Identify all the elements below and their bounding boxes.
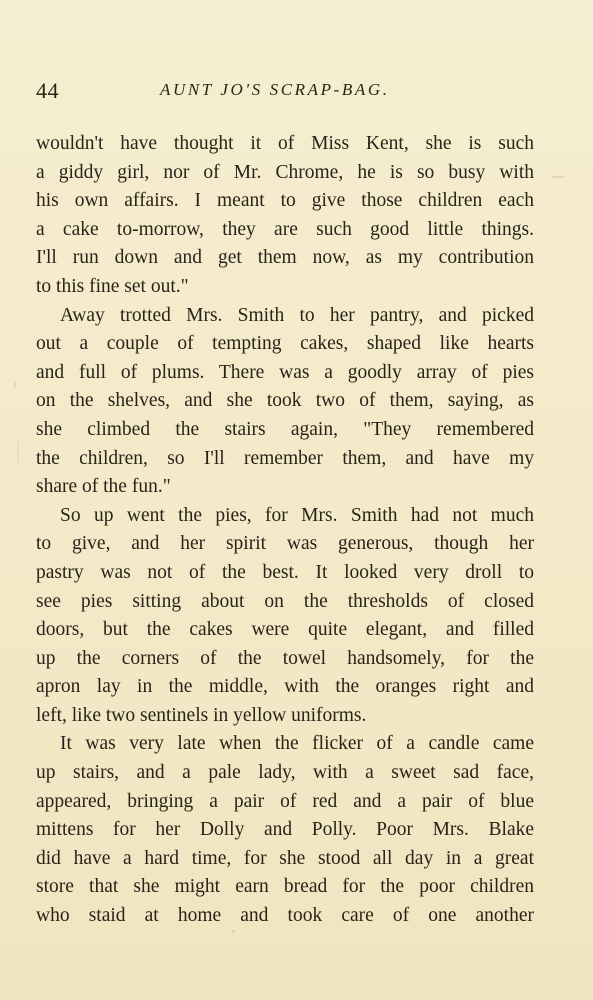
text-line: mittens for her Dolly and Polly. Poor Mrs. Blake (36, 819, 534, 841)
page-number: 44 (36, 78, 59, 103)
text-line: a cake to-morrow, they are such good little things. (36, 218, 534, 240)
text-line: who staid at home and took care of one another (36, 905, 534, 927)
text-line: It was very late when the flicker of a candle came (60, 733, 534, 755)
text-line: up stairs, and a pale lady, with a sweet sad face, (36, 762, 534, 784)
text-line: appeared, bringing a pair of red and a pair of blue (36, 790, 534, 812)
text-line: the children, so I'll remember them, and have my (36, 447, 534, 469)
text-line: to give, and her spirit was generous, though her (36, 533, 534, 555)
paragraph (36, 302, 534, 502)
text-line: left, like two sentinels in yellow uniforms. (36, 704, 367, 726)
text-line: on the shelves, and she took two of them, saying, as (36, 390, 534, 412)
text-line: did have a hard time, for she stood all day in a great (36, 847, 534, 869)
text-line: store that she might earn bread for the poor children (36, 876, 534, 898)
paper-speck (232, 930, 235, 933)
text-line: So up went the pies, for Mrs. Smith had not much (60, 504, 534, 526)
paragraph (36, 502, 534, 731)
text-line: up the corners of the towel handsomely, for the (36, 647, 534, 669)
paper-speck (551, 176, 565, 178)
text-line: a giddy girl, nor of Mr. Chrome, he is so busy with (36, 161, 534, 183)
running-head: AUNT JO'S SCRAP-BAG. (160, 80, 390, 99)
text-line: pastry was not of the best. It looked very droll to (36, 561, 534, 583)
text-line: to this fine set out." (36, 275, 189, 297)
paragraph (36, 130, 534, 302)
text-line: Away trotted Mrs. Smith to her pantry, and picked (60, 304, 534, 326)
page-header (36, 78, 536, 108)
text-line: apron lay in the middle, with the oranges right and (36, 676, 534, 698)
text-line: out a couple of tempting cakes, shaped like hearts (36, 333, 534, 355)
text-line: share of the fun." (36, 476, 171, 498)
paragraph (36, 730, 534, 930)
paper-speck (14, 382, 16, 388)
text-line: doors, but the cakes were quite elegant, and filled (36, 619, 534, 641)
text-line: I'll run down and get them now, as my contribution (36, 247, 534, 269)
paper-speck (17, 440, 19, 464)
text-line: and full of plums. There was a goodly array of pies (36, 361, 534, 383)
text-line: see pies sitting about on the thresholds of closed (36, 590, 534, 612)
text-line: wouldn't have thought it of Miss Kent, she is such (36, 133, 534, 154)
text-line: his own affairs. I meant to give those children each (36, 190, 534, 212)
body-text (36, 130, 534, 931)
text-line: she climbed the stairs again, "They remembered (36, 418, 534, 440)
